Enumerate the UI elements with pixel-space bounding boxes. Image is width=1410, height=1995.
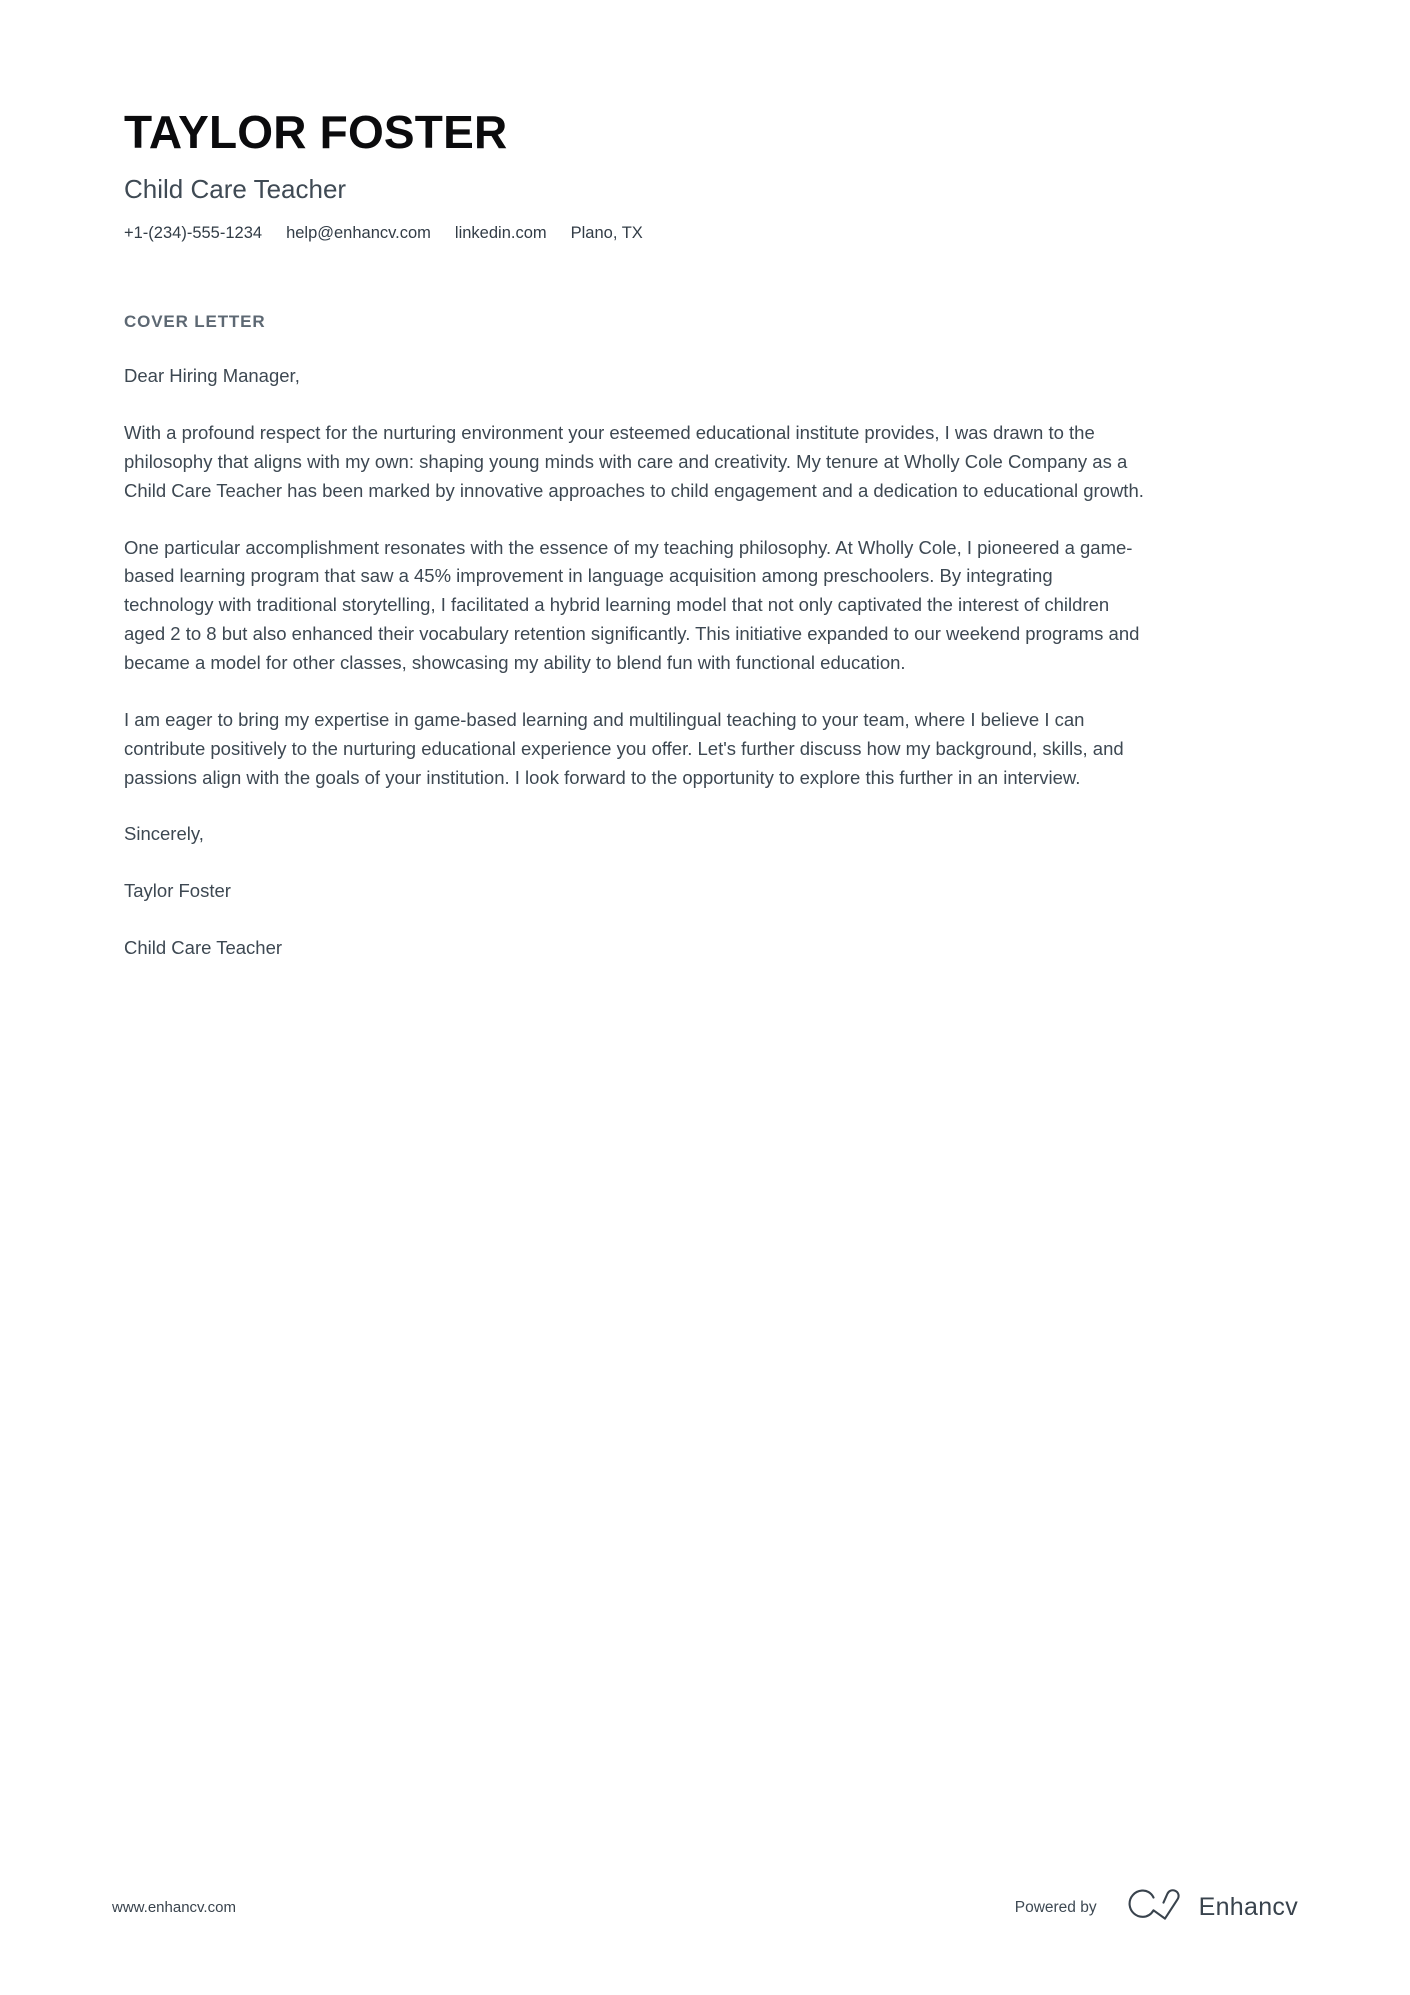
letter-paragraph-2: One particular accomplishment resonates with the essence of my teaching philosophy. At Wholly Cole, I pioneered a game-based learning program that saw a 45% improvement in language acquisition among preschoolers. By integrating technology with traditional storytelling, I facilitated a hybrid learning model that not only captivated the interest of children aged 2 to 8 but also enhanced their vocabulary retention significantly. This initiative expanded to our weekend programs and became a model for other classes, showcasing my ability to blend fun with functional education. (124, 536, 1140, 673)
powered-by-label: Powered by (1014, 1898, 1097, 1916)
signature-title: Child Care Teacher (124, 936, 283, 958)
letter-paragraph-1: With a profound respect for the nurturing environment your esteemed educational institute provides, I was drawn to the philosophy that aligns with my own: shaping young minds with care and creativity. My tenure at Wholly Cole Company as a Child Care Teacher has been marked by innovative approaches to child engagement and a dedication to educational growth. (124, 421, 1144, 501)
contact-details (124, 223, 1286, 244)
contact-email[interactable]: help@enhancv.com (286, 223, 431, 242)
contact-location: Plano, TX (570, 223, 643, 242)
page-footer (112, 1888, 1298, 1927)
enhancv-logo-icon (1125, 1888, 1183, 1927)
document-content (124, 0, 1286, 962)
enhancv-wordmark: Enhancv (1198, 1893, 1298, 1921)
letter-body (124, 312, 1286, 962)
candidate-name: TAYLOR FOSTER (124, 106, 508, 158)
salutation: Dear Hiring Manager, (124, 365, 300, 387)
powered-by-block (1015, 1888, 1298, 1927)
letter-paragraph-3: I am eager to bring my expertise in game-based learning and multilingual teaching to your team, where I believe I can contribute positively to the nurturing educational experience you offer. Let's further discuss how my background, skills, and passions align with the goals of your institution. I look forward to the opportunity to explore this further in an interview. (124, 708, 1124, 788)
section-heading-cover-letter: COVER LETTER (124, 312, 266, 332)
closing-line: Sincerely, (124, 823, 204, 845)
letter-header (124, 0, 1286, 244)
footer-website-url[interactable]: www.enhancv.com (112, 1899, 236, 1916)
contact-linkedin[interactable]: linkedin.com (454, 223, 547, 242)
contact-phone: +1-(234)-555-1234 (124, 223, 263, 242)
signature-name: Taylor Foster (124, 880, 231, 902)
candidate-job-title: Child Care Teacher (124, 173, 347, 204)
